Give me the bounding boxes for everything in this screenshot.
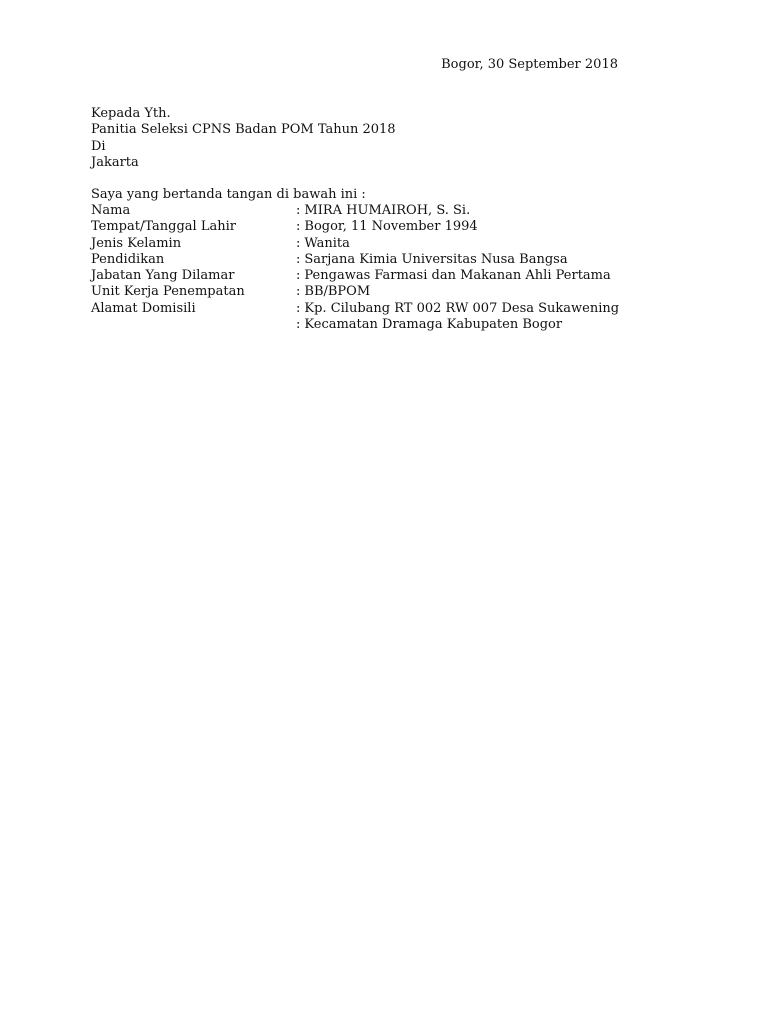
addressee-salutation: Kepada Yth. xyxy=(91,106,171,121)
field-label: Jenis Kelamin xyxy=(91,235,182,251)
field-value-text: Kecamatan Dramaga Kabupaten Bogor xyxy=(304,317,563,333)
field-value-text: Wanita xyxy=(304,235,350,251)
field-label: Jabatan Yang Dilamar xyxy=(91,268,235,284)
field-separator: : xyxy=(296,317,301,333)
field-label: Alamat Domisili xyxy=(91,300,196,316)
field-label: Tempat/Tanggal Lahir xyxy=(91,219,236,235)
field-label: Unit Kerja Penempatan xyxy=(91,284,245,300)
field-separator: : xyxy=(296,203,301,218)
addressee-di: Di xyxy=(91,138,106,154)
field-value xyxy=(296,203,470,219)
field-separator: : xyxy=(296,284,301,300)
field-value-text: Pengawas Farmasi dan Makanan Ahli Pertama xyxy=(304,268,611,284)
field-row-education xyxy=(91,252,619,268)
field-value-text: Bogor, 11 November 1994 xyxy=(304,219,478,235)
applicant-details xyxy=(91,203,619,333)
field-value-text: Kp. Cilubang RT 002 RW 007 Desa Sukawening xyxy=(304,300,620,316)
field-row-work-unit xyxy=(91,284,619,300)
intro-sentence: Saya yang bertanda tangan di bawah ini : xyxy=(91,187,366,202)
field-label: Pendidikan xyxy=(91,251,165,267)
field-value xyxy=(296,236,350,252)
field-value xyxy=(296,252,568,268)
field-value xyxy=(296,317,562,333)
field-value xyxy=(296,301,619,317)
place-date: Bogor, 30 September 2018 xyxy=(441,57,618,72)
field-row-position xyxy=(91,268,619,284)
field-row-address xyxy=(91,301,619,317)
field-separator: : xyxy=(296,219,301,235)
field-value-text: BB/BPOM xyxy=(304,284,371,300)
field-row-gender xyxy=(91,236,619,252)
field-separator: : xyxy=(296,235,301,251)
field-value-text: MIRA HUMAIROH, S. Si. xyxy=(304,203,471,218)
field-separator: : xyxy=(296,300,301,316)
addressee-city: Jakarta xyxy=(91,154,139,170)
field-value xyxy=(296,284,370,300)
field-row-name xyxy=(91,203,619,219)
field-row-address-continued xyxy=(91,317,619,333)
addressee-committee: Panitia Seleksi CPNS Badan POM Tahun 2018 xyxy=(91,122,396,138)
addressee-block xyxy=(91,106,396,171)
field-label xyxy=(91,317,296,333)
field-value-text: Sarjana Kimia Universitas Nusa Bangsa xyxy=(304,251,568,267)
field-separator: : xyxy=(296,268,301,284)
field-value xyxy=(296,268,611,284)
field-label: Nama xyxy=(91,203,131,218)
field-value xyxy=(296,219,478,235)
field-separator: : xyxy=(296,251,301,267)
field-row-birth xyxy=(91,219,619,235)
